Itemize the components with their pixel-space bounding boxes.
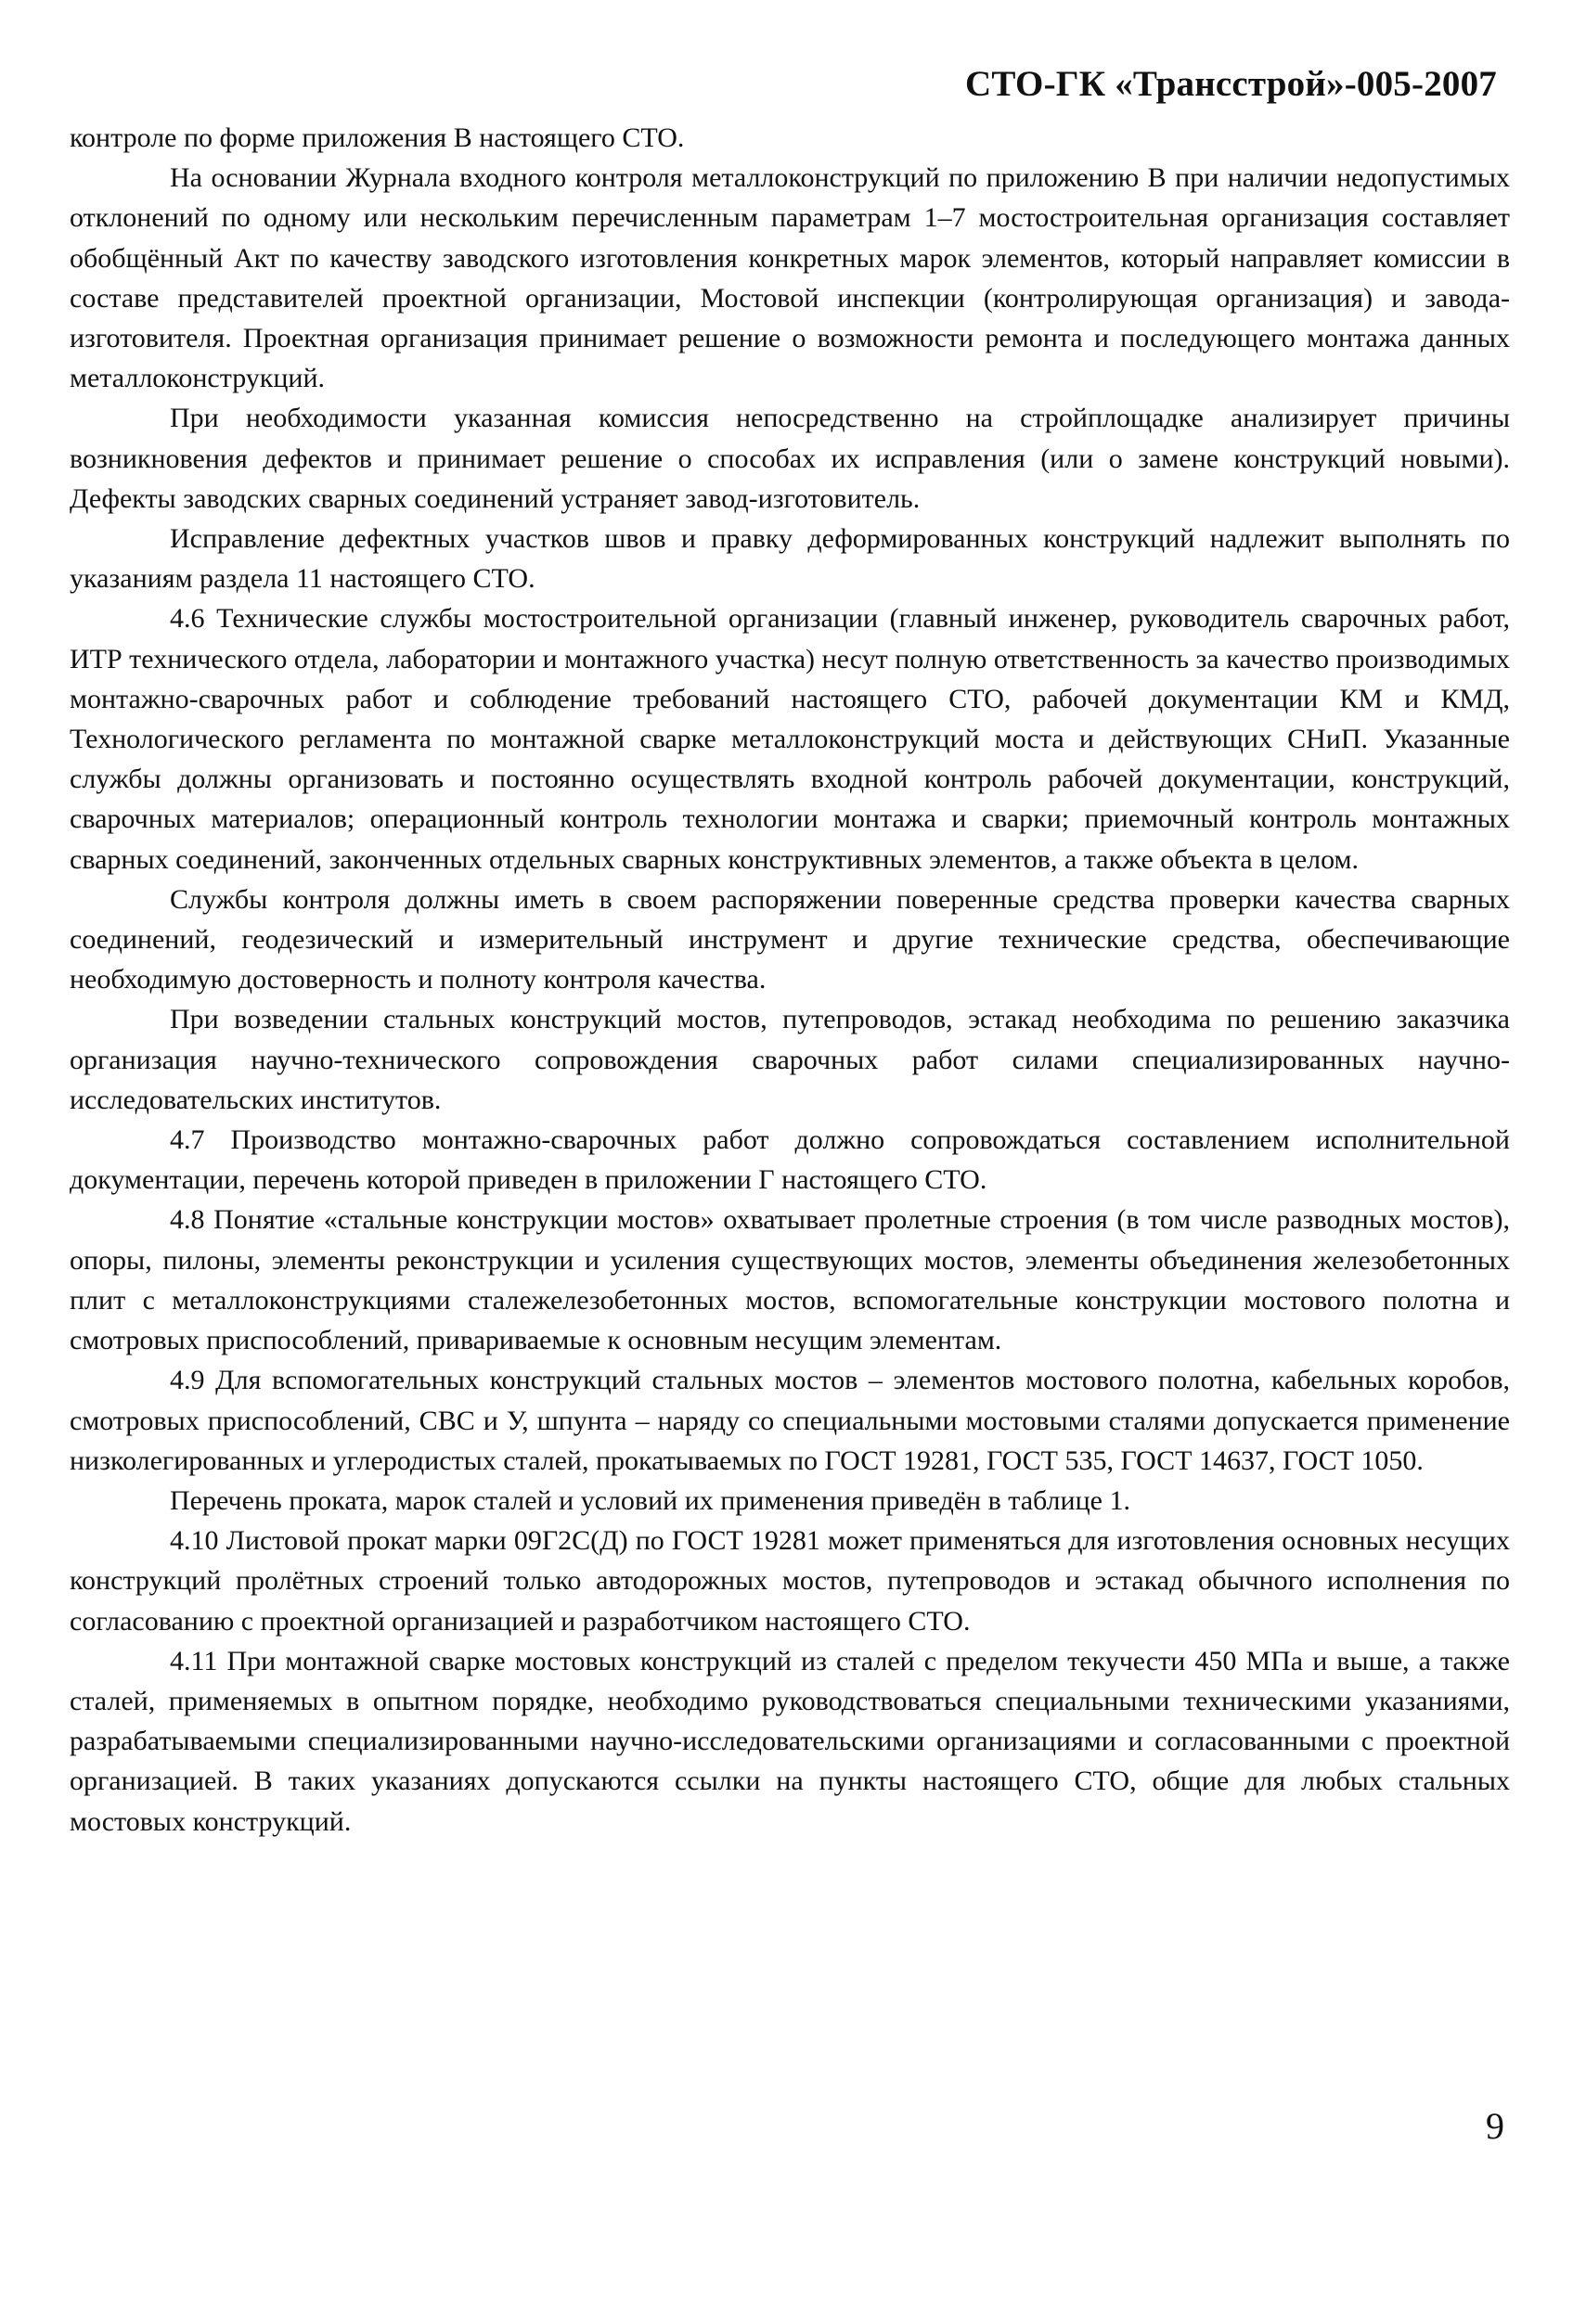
paragraph-4-9: 4.9 Для вспомогательных конструкций стальных мостов – элементов мостового полотна, кабельных коробов, смотровых приспособлений, СВС и У, шпунта – наряду со специальными мостовыми сталями допускается применение низколегированных и углеродистых сталей, прокатываемых по ГОСТ 19281, ГОСТ 535, ГОСТ 14637, ГОСТ 1050. — [70, 1365, 1510, 1476]
paragraph-control-services: Службы контроля должны иметь в своем распоряжении поверенные средства проверки качества сварных соединений, геодезический и измерительный инструмент и другие технические средства, обеспечивающие необходимую достоверность и полноту контроля качества. — [70, 883, 1510, 995]
paragraph-continuation: контроле по форме приложения В настоящего СТО. — [70, 122, 685, 153]
paragraph-4-10: 4.10 Листовой прокат марки 09Г2С(Д) по ГОСТ 19281 может применяться для изготовления основных несущих конструкций пролётных строений только автодорожных мостов, путепроводов и эстакад обычного исполнения по согласованию с проектной организацией и разработчиком настоящего СТО. — [70, 1525, 1510, 1637]
document-code-header: СТО-ГК «Трансстрой»-005-2007 — [964, 64, 1497, 104]
paragraph-commission-analysis: При необходимости указанная комиссия непосредственно на стройплощадке анализирует причины возникновения дефектов и принимает решение о способах их исправления (или о замене конструкций новыми). Дефекты заводских сварных соединений устраняет завод-изготовитель. — [70, 403, 1510, 514]
paragraph-defect-correction: Исправление дефектных участков швов и правку деформированных конструкций надлежит выполнять по указаниям раздела 11 настоящего СТО. — [70, 523, 1510, 595]
paragraph-4-7: 4.7 Производство монтажно-сварочных работ должно сопровождаться составлением исполнительной документации, перечень которой приведен в приложении Г настоящего СТО. — [70, 1124, 1510, 1196]
paragraph-4-11: 4.11 При монтажной сварке мостовых конструкций из сталей с пределом текучести 450 МПа и выше, а также сталей, применяемых в опытном порядке, необходимо руководствоваться специальными техническими указаниями, разрабатываемыми специализированными научно-исследовательскими организациями и согласованными с проектной организацией. В таких указаниях допускаются ссылки на пункты настоящего СТО, общие для любых стальных мостовых конструкций. — [70, 1645, 1510, 1837]
paragraph-table-reference: Перечень проката, марок сталей и условий их применения приведён в таблице 1. — [170, 1484, 1130, 1516]
paragraph-4-6: 4.6 Технические службы мостостроительной организации (главный инженер, руководитель сварочных работ, ИТР технического отдела, лаборатории и монтажного участка) несут полную ответственность за качество производимых монтажно-сварочных работ и соблюдение требований настоящего СТО, рабочей документации КМ и КМД, Технологического регламента по монтажной сварке металлоконструкций моста и действующих СНиП. Указанные службы должны организовать и постоянно осуществлять входной контроль рабочей документации, конструкций, сварочных материалов; операционный контроль технологии монтажа и сварки; приемочный контроль монтажных сварных соединений, законченных отдельных сварных конструктивных элементов, а также объекта в целом. — [70, 603, 1510, 875]
document-body — [70, 118, 1510, 1842]
paragraph-4-8: 4.8 Понятие «стальные конструкции мостов» охватывает пролетные строения (в том числе разводных мостов), опоры, пилоны, элементы реконструкции и усиления существующих мостов, элементы объединения железобетонных плит с металлоконструкциями сталежелезобетонных мостов, вспомогательные конструкции мостового полотна и смотровых приспособлений, привариваемые к основным несущим элементам. — [70, 1204, 1510, 1356]
paragraph-scientific-support: При возведении стальных конструкций мостов, путепроводов, эстакад необходима по решению заказчика организация научно-технического сопровождения сварочных работ силами специализированных научно-исследовательских институтов. — [70, 1004, 1510, 1115]
page-number: 9 — [1486, 2105, 1504, 2147]
paragraph-input-control-journal: На основании Журнала входного контроля металлоконструкций по приложению В при наличии недопустимых отклонений по одному или нескольким перечисленным параметрам 1–7 мостостроительная организация составляет обобщённый Акт по качеству заводского изготовления конкретных марок элементов, который направляет комиссии в составе представителей проектной организации, Мостовой инспекции (контролирующая организация) и завода-изготовителя. Проектная организация принимает решение о возможности ремонта и последующего монтажа данных металлоконструкций. — [70, 162, 1510, 394]
